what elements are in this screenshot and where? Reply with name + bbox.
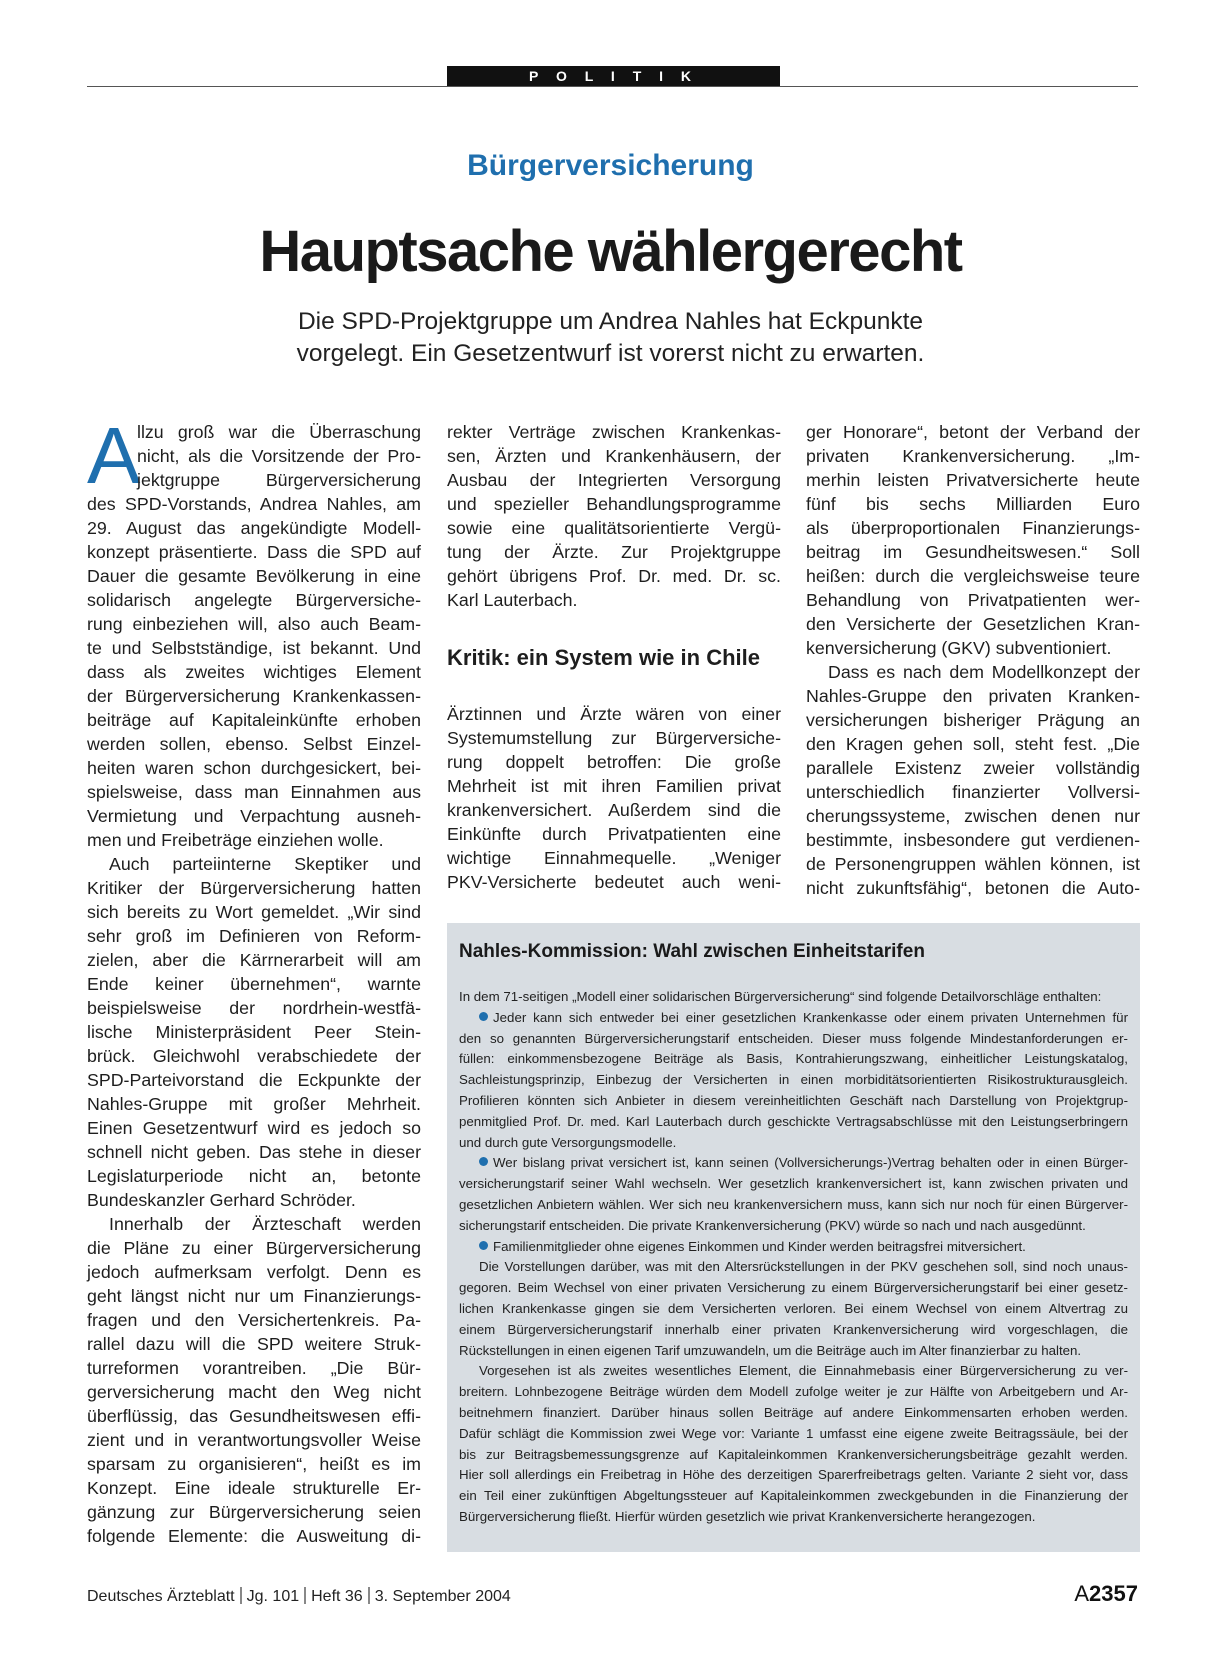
box-line: Dafür schlägt die Kommission zwei Wege vor: Variante 1 umfasst eine eigene zweite Beitragssäule, bei der (459, 1425, 1128, 1441)
text-line: sparsam zu organisieren“, heißt es im (87, 1454, 421, 1474)
text-line: Auch parteiinterne Skeptiker und (109, 854, 421, 874)
text-line: den Versicherte der Gesetzlichen Kran- (806, 614, 1140, 634)
text-line: Dass es nach dem Modellkonzept der (828, 662, 1140, 682)
box-line: lichen Krankenkasse gingen sie dem Versicherten verloren. Bei einem Wechsel von einem Altvertrag zu (459, 1300, 1128, 1316)
text-line: Nahles-Gruppe mit großer Mehrheit. (87, 1094, 421, 1114)
journal-name: Deutsches Ärzteblatt (87, 1588, 235, 1605)
text-line: parallele Existenz zweier vollständig (806, 758, 1140, 778)
box-line: Vorgesehen ist als zweites wesentliches Element, die Einnahmebasis einer Bürgerversicherung zu ver- (479, 1363, 1128, 1379)
box-line: Die Vorstellungen darüber, was mit den Altersrückstellungen in der PKV geschehen soll, sind noch unaus- (479, 1259, 1128, 1275)
text-line: beiträge auf Kapitaleinkünfte erhoben (87, 710, 421, 730)
text-line: de Personengruppen wählen können, ist (806, 854, 1140, 874)
text-line: Bundeskanzler Gerhard Schröder. (87, 1190, 356, 1210)
deck-line: Die SPD-Projektgruppe um Andrea Nahles hat Eckpunkte (297, 308, 924, 335)
text-line: werden sollen, ebenso. Selbst Einzel- (87, 734, 421, 754)
text-line: überflüssig, das Gesundheitswesen effi- (87, 1406, 421, 1426)
box-line: bis zur Beitragsbemessungsgrenze auf Kapitaleinkommen Krankenversicherungsbeiträge gezahlt werden. (459, 1446, 1128, 1462)
text-line: Karl Lauterbach. (447, 590, 578, 610)
subheading: Kritik: ein System wie in Chile (447, 645, 760, 670)
journal-date: 3. September 2004 (374, 1588, 511, 1605)
text-line: sich bereits zu Wort gemeldet. „Wir sind (87, 902, 421, 922)
box-line: Profilieren könnten sich Anbieter in diesem vereinheitlichten Geschäft nach Darstellung von Projektgrup- (459, 1092, 1128, 1108)
box-line: penmitglied Prof. Dr. med. Karl Lauterbach durch geschickte Vertragsabschlüsse mit den Leistungserbringern (459, 1113, 1128, 1129)
box-line: den so genannten Bürgerversicherungstarif entscheiden. Dieser muss folgende Mindestanforderungen er- (459, 1030, 1128, 1046)
deck (260, 306, 961, 370)
text-line: gehört übrigens Prof. Dr. med. Dr. sc. (447, 566, 781, 586)
text-line: spielsweise, dass man Einnahmen aus (87, 782, 421, 802)
text-line: und spezieller Behandlungsprogramme (447, 494, 781, 514)
text-line: dass als zweites wichtiges Element (87, 662, 421, 682)
box-line: Jeder kann sich entweder bei einer gesetzlichen Krankenkasse oder einem privaten Unternehmen für (459, 1008, 1128, 1029)
box-line: Wer bislang privat versichert ist, kann seinen (Vollversicherungs-)Vertrag behalten oder in einen Bürger- (459, 1153, 1128, 1174)
box-line: Familienmitglieder ohne eigenes Einkommen und Kinder werden beitragsfrei mitversichert. (459, 1237, 1128, 1258)
deck-line: vorgelegt. Ein Gesetzentwurf ist vorerst nicht zu erwarten. (296, 340, 925, 367)
text-line: Ärztinnen und Ärzte wären von einer (447, 704, 781, 724)
text-line: beispielsweise der nordrhein-westfä- (87, 998, 421, 1018)
text-line: sowie eine qualitätsorientierte Vergü- (447, 518, 781, 538)
text-line: Kritiker der Bürgerversicherung hatten (87, 878, 421, 898)
text-line: Vermietung und Verpachtung ausneh- (87, 806, 421, 826)
text-line: rallel dazu will die SPD weitere Struk- (87, 1334, 421, 1354)
text-line: rung doppelt betroffen: Die große (447, 752, 781, 772)
text-line: rekter Verträge zwischen Krankenkas- (447, 422, 781, 442)
text-line: fragen und den Versichertenkreis. Pa- (87, 1310, 421, 1330)
text-line: Nahles-Gruppe den privaten Kranken- (806, 686, 1140, 706)
text-line: sehr groß im Definieren von Reform- (87, 926, 421, 946)
footer-separator (240, 1587, 242, 1604)
text-line: jektgruppe Bürgerversicherung (137, 470, 421, 490)
text-line: Legislaturperiode nicht an, betonte (87, 1166, 421, 1186)
box-line: Bürgerversicherung fließt. Hierfür würden gesetzlich wie privat Krankenversicherte herangezogen. (459, 1508, 1036, 1524)
article-column-3 (806, 420, 1140, 900)
journal-volume: Jg. 101 (246, 1588, 300, 1605)
text-line: der Bürgerversicherung Krankenkassen- (87, 686, 421, 706)
box-line: gesetzlichen Anbietern wählen. Wer sich neu krankenversichern muss, kann sich nur noch für einen Bürgerver- (459, 1196, 1128, 1212)
journal-issue: Heft 36 (311, 1588, 363, 1605)
text-line: nicht zukunftsfähig“, betonen die Auto- (806, 878, 1140, 898)
article-column-1 (87, 411, 421, 1548)
article-column-2 (447, 420, 781, 894)
footer-separator (368, 1587, 370, 1604)
text-line: heiten waren schon durchgesickert, bei- (87, 758, 421, 778)
text-line: beitrag im Gesundheitswesen.“ Soll (806, 542, 1140, 562)
text-line: schnell nicht geben. Das stehe in dieser (87, 1142, 421, 1162)
text-line: brück. Gleichwohl verabschiedete der (87, 1046, 421, 1066)
text-line: versicherungen bisheriger Prägung an (806, 710, 1140, 730)
bullet-icon (479, 1241, 488, 1250)
section-tag: P O L I T I K (447, 66, 780, 86)
text-line: 29. August das angekündigte Modell- (87, 518, 421, 538)
text-line: geht längst nicht nur um Finanzierungs- (87, 1286, 421, 1306)
text-line: unterschiedlich finanzierter Vollversi- (806, 782, 1140, 802)
text-line: bestimmte, insbesondere gut verdienen- (806, 830, 1140, 850)
text-line: zient und in verantwortungsvoller Weise (87, 1430, 421, 1450)
bullet-icon (479, 1012, 488, 1021)
text-line: den Kragen gehen soll, steht fest. „Die (806, 734, 1140, 754)
box-line: gegoren. Beim Wechsel von einer privaten Versicherung zu einem Bürgerversicherungstarif bei einer gesetz- (459, 1280, 1128, 1296)
text-line: llzu groß war die Überraschung (137, 422, 421, 442)
text-line: Behandlung von Privatpatienten wer- (806, 590, 1140, 610)
box-line: breitern. Lohnbezogene Beiträge würden dem Modell zufolge weiter je zur Hälfte von Arbeitgebern und Ar- (459, 1384, 1128, 1400)
text-line: cherungssysteme, zwischen denen nur (806, 806, 1140, 826)
box-line: Rückstellungen in einen eigenen Tarif umzuwandeln, um die Beiträge auch im Alter finanzierbar zu halten. (459, 1342, 1082, 1358)
text-line: te und Selbstständige, ist bekannt. Und (87, 638, 421, 658)
page-number-value: 2357 (1089, 1581, 1138, 1606)
text-line: Konzept. Eine ideale strukturelle Er- (87, 1478, 421, 1498)
box-line: Sachleistungsprinzip, Einbezug der Versicherten in einen morbiditätsorientierten Risikostrukturausgleich. (459, 1072, 1128, 1088)
text-line: wichtige Einnahmequelle. „Weniger (447, 848, 781, 868)
box-line: ein Teil einer zukünftigen Abgeltungssteuer auf Kapitaleinkommen zweckgebunden in die Finanzierung der (459, 1488, 1128, 1504)
text-line: Dauer die gesamte Bevölkerung in eine (87, 566, 421, 586)
text-line: gerversicherung macht den Weg nicht (87, 1382, 421, 1402)
info-box-title: Nahles-Kommission: Wahl zwischen Einheitstarifen (459, 941, 925, 962)
text-line: krankenversichert. Außerdem sind die (447, 800, 781, 820)
text-line: solidarisch angelegte Bürgerversiche- (87, 590, 421, 610)
page-number (1074, 1581, 1138, 1607)
box-line: In dem 71-seitigen „Modell einer solidarischen Bürgerversicherung“ sind folgende Detailvorschläge enthalten: (459, 989, 1102, 1004)
text-line: lische Ministerpräsident Peer Stein- (87, 1022, 421, 1042)
text-line: SPD-Parteivorstand die Eckpunkte der (87, 1070, 421, 1090)
section-rule (87, 86, 1138, 87)
kicker: Bürgerversicherung (467, 149, 754, 182)
text-line: kenversicherung (GKV) subventioniert. (806, 638, 1112, 658)
dropcap: A (87, 411, 141, 500)
text-line: jedoch aufmerksam verfolgt. Denn es (87, 1262, 421, 1282)
text-line: Ende keiner übernehmen“, warnte (87, 974, 421, 994)
text-line: ger Honorare“, betont der Verband der (806, 422, 1140, 442)
text-line: tung der Ärzte. Zur Projektgruppe (447, 542, 781, 562)
box-line: sicherungstarif entscheiden. Die private Krankenversicherung (PKV) würde so nach und nach ausgedünnt. (459, 1217, 1086, 1233)
text-line: men und Freibeträge einziehen wolle. (87, 830, 384, 850)
text-line: Einen Gesetzentwurf wird es jedoch so (87, 1118, 421, 1138)
text-line: Ausbau der Integrierten Versorgung (447, 470, 781, 490)
text-line: sen, Ärzten und Krankenhäusern, der (447, 446, 781, 466)
footer (87, 1587, 511, 1606)
box-line: beitnehmern finanziert. Darüber hinaus sollen Beiträge auf andere Einkommensarten erhoben werden. (459, 1404, 1128, 1420)
text-line: fünf bis sechs Milliarden Euro (806, 494, 1140, 514)
box-line: und durch gute Versorgungsmodelle. (459, 1134, 677, 1150)
text-line: konzept präsentierte. Dass die SPD auf (87, 542, 421, 562)
text-line: Innerhalb der Ärzteschaft werden (109, 1214, 421, 1234)
text-line: merhin leisten Privatversicherte heute (806, 470, 1140, 490)
text-line: nicht, als die Vorsitzende der Pro- (137, 446, 421, 466)
text-line: heißen: durch die vergleichsweise teure (806, 566, 1140, 586)
box-line: Hier soll allerdings ein Freibetrag in Höhe des derzeitigen Sparerfreibetrags gelten. Variante 2 sieht vor, dass (459, 1467, 1128, 1483)
box-line: einem Bürgerversicherungstarif innerhalb einer privaten Krankenversicherung wird vorgeschlagen, die (459, 1321, 1128, 1337)
text-line: turreformen vorantreiben. „Die Bür- (87, 1358, 421, 1378)
text-line: des SPD-Vorstands, Andrea Nahles, am (87, 494, 421, 514)
page-prefix: A (1074, 1581, 1090, 1606)
box-line: versicherungstarif seiner Wahl wechseln. Wer gesetzlich krankenversichert ist, kann zwischen privaten und (459, 1176, 1128, 1192)
text-line: rung einbeziehen will, also auch Beam- (87, 614, 421, 634)
text-line: privaten Krankenversicherung. „Im- (806, 446, 1140, 466)
bullet-icon (479, 1157, 488, 1166)
text-line: Systemumstellung zur Bürgerversiche- (447, 728, 781, 748)
text-line: PKV-Versicherte bedeutet auch weni- (447, 872, 781, 892)
info-box-body (459, 987, 1128, 1528)
text-line: als überproportionalen Finanzierungs- (806, 518, 1140, 538)
text-line: Einkünfte durch Privatpatienten eine (447, 824, 781, 844)
text-line: zielen, aber die Kärrnerarbeit will am (87, 950, 421, 970)
footer-separator (304, 1587, 306, 1604)
text-line: die Pläne zu einer Bürgerversicherung (87, 1238, 421, 1258)
box-line: füllen: einkommensbezogene Beiträge als Basis, Kontrahierungszwang, einheitlicher Leistungskatalog, (459, 1051, 1128, 1067)
info-box (447, 923, 1140, 1552)
text-line: Mehrheit ist mit ihren Familien privat (447, 776, 781, 796)
headline: Hauptsache wählergerecht (259, 219, 962, 284)
text-line: folgende Elemente: die Ausweitung di- (87, 1526, 421, 1546)
text-line: gänzung zur Bürgerversicherung seien (87, 1502, 421, 1522)
